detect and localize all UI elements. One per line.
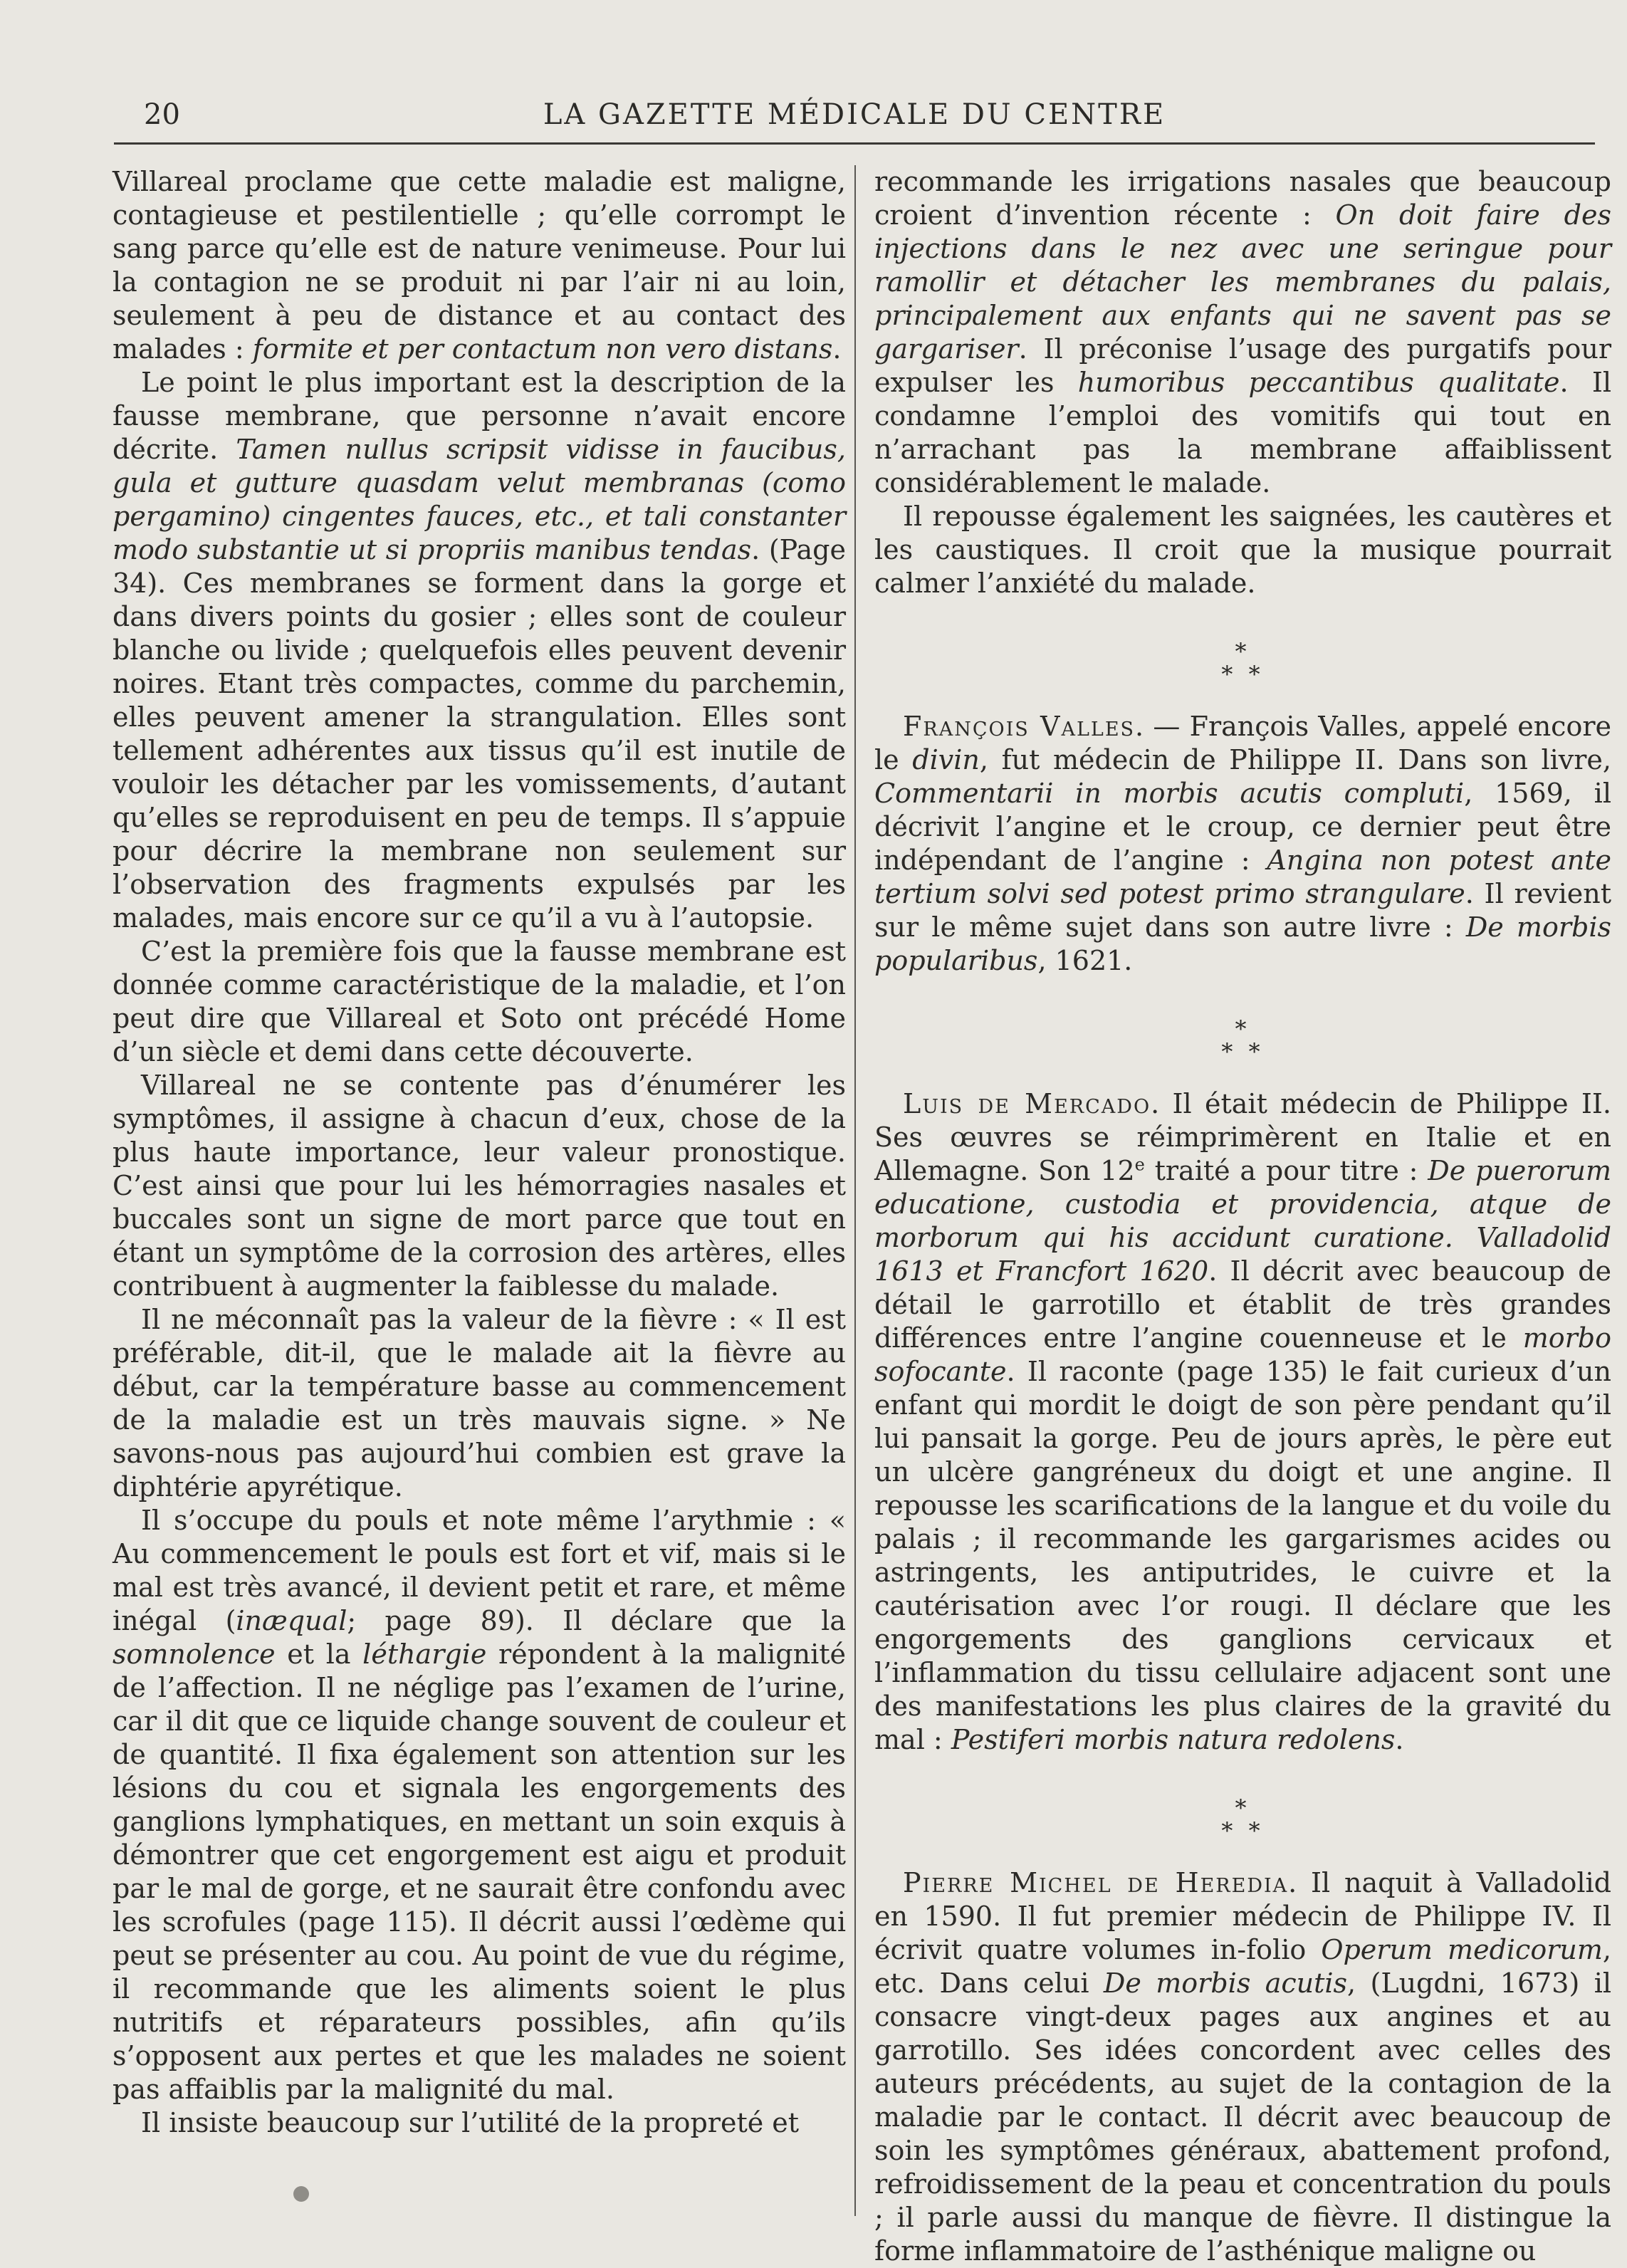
asterism-divider: * * * xyxy=(1221,638,1265,688)
page-number: 20 xyxy=(144,98,180,131)
author-name: Luis de Mercado xyxy=(903,1088,1151,1119)
left-column xyxy=(113,165,846,2140)
paragraph: Il repousse également les saignées, les cautères et les caustiques. Il croit que la musique pourrait calmer l’anxiété du malade. xyxy=(874,501,1611,599)
page-header xyxy=(114,94,1595,137)
author-name: Pierre Michel de Heredia xyxy=(903,1867,1289,1898)
paragraph: Villareal ne se contente pas d’énumérer les symptômes, il assigne à chacun d’eux, chose de la plus haute importance, leur valeur pronostique. C’est ainsi que pour lui les hémorragies nasales et buccales sont un signe de mort parce que tout en étant un symptôme de la corrosion des artères, elles contribuent à augmenter la faiblesse du malade. xyxy=(113,1070,846,1302)
paragraph: recommande les irrigations nasales que beaucoup croient d’invention récente : On doit faire des injections dans le nez avec une seringue pour ramollir et détacher les membranes du palais, principalement aux enfants qui ne savent pas se gargariser. Il préconise l’usage des purgatifs pour expulser les humoribus peccantibus qualitate. Il condamne l’emploi des vomitifs qui tout en n’arrachant pas la membrane affaiblissent considérablement le malade. xyxy=(874,166,1612,498)
paragraph: Il ne méconnaît pas la valeur de la fièvre : « Il est préférable, dit-il, que le malade ait la fièvre au début, car la température basse au commencement de la maladie est un très mauvais signe. » Ne savons-nous pas aujourd’hui combien est grave la diphtérie apyrétique. xyxy=(113,1304,846,1503)
paragraph: Il s’occupe du pouls et note même l’arythmie : « Au commencement le pouls est fort et vif, mais si le mal est très avancé, il devient petit et rare, et même inégal (inæqual; page 89). Il déclare que la somnolence et la léthargie répondent à la malignité de l’affection. Il ne néglige pas l’examen de l’urine, car il dit que ce liquide change souvent de couleur et de quantité. Il fixa également son attention sur les lésions du cou et signala les engorgements des ganglions lymphatiques, en mettant un soin exquis à démontrer que cet engorgement est aigu et produit par le mal de gorge, et ne saurait être confondu avec les scrofules (page 115). Il décrit aussi l’œdème qui peut se présenter au cou. Au point de vue du régime, il recommande que les aliments soient le plus nutritifs et réparateurs possibles, afin qu’ils s’opposent aux pertes et que les malades ne soient pas affaiblis par la malignité du mal. xyxy=(113,1505,847,2105)
asterism-divider: * * * xyxy=(1221,1794,1265,1844)
paragraph: Il insiste beaucoup sur l’utilité de la propreté et xyxy=(141,2107,800,2138)
paragraph: Le point le plus important est la description de la fausse membrane, que personne n’avait encore décrite. Tamen nullus scripsit vidisse in faucibus, gula et gutture quasdam velut membranas (como pergamino) cingentes fauces, etc., et tali constanter modo substantie ut si propriis manibus tendas. (Page 34). Ces membranes se forment dans la gorge et dans divers points du gosier ; elles sont de couleur blanche ou livide ; quelquefois elles peuvent devenir noires. Etant très compactes, comme du parchemin, elles peuvent amener la strangulation. Elles sont tellement adhérentes aux tissus qu’il est inutile de vouloir les détacher par les vomissements, d’autant qu’elles se reproduisent en peu de temps. Il s’appuie pour décrire la membrane non seulement sur l’observation des fragments expulsés par les malades, mais encore sur ce qu’il a vu à l’autopsie. xyxy=(113,367,846,934)
asterism-divider: * * * xyxy=(1221,1015,1265,1065)
ink-spot xyxy=(293,2186,309,2202)
column-divider xyxy=(854,165,856,2216)
paragraph-mercado: Luis de Mercado. Il était médecin de Philippe II. Ses œuvres se réimprimèrent en Italie et en Allemagne. Son 12e traité a pour titre : De puerorum educatione, custodia et providencia, atque de morborum qui his accidunt curatione. Valladolid 1613 et Francfort 1620. Il décrit avec beaucoup de détail le garrotillo et établit de très grandes différences entre l’angine couenneuse et le morbo sofocante. Il raconte (page 135) le fait curieux d’un enfant qui mordit le doigt de son père pendant qu’il lui pansait la gorge. Peu de jours après, le père eut un ulcère gangréneux du doigt et une angine. Il repousse les scarifications de la langue et du voile du palais ; il recommande les gargarismes acides ou astringents, les antiputrides, le cuivre et la cautérisation avec l’or rougi. Il déclare que les engorgements des ganglions cervicaux et l’inflammation du tissu cellulaire adjacent sont une des manifestations les plus claires de la gravité du mal : Pestiferi morbis natura redolens. xyxy=(874,1088,1612,1755)
paragraph: Villareal proclame que cette maladie est maligne, contagieuse et pestilentielle ; qu’elle corrompt le sang parce qu’elle est de nature venimeuse. Pour lui la contagion ne se produit ni par l’air ni au loin, seulement à peu de distance et au contact des malades : formite et per contactum non vero distans. xyxy=(113,166,846,365)
journal-title: LA GAZETTE MÉDICALE DU CENTRE xyxy=(543,98,1166,131)
paragraph-heredia: Pierre Michel de Heredia. Il naquit à Valladolid en 1590. Il fut premier médecin de Philippe IV. Il écrivit quatre volumes in-folio Operum medicorum, etc. Dans celui De morbis acutis, (Lugdni, 1673) il consacre vingt-deux pages aux angines et au garrotillo. Ses idées concordent avec celles des auteurs précédents, au sujet de la contagion de la maladie par le contact. Il décrit avec beaucoup de soin les symptômes généraux, abattement profond, refroidissement de la peau et concentration du pouls ; il parle aussi du manque de fièvre. Il distingue la forme inflammatoire de l’asthénique maligne ou xyxy=(874,1867,1611,2267)
right-column xyxy=(874,165,1611,2268)
author-name: François Valles xyxy=(903,711,1136,742)
paragraph: C’est la première fois que la fausse membrane est donnée comme caractéristique de la maladie, et l’on peut dire que Villareal et Soto ont précédé Home d’un siècle et demi dans cette découverte. xyxy=(113,936,846,1067)
header-rule xyxy=(114,142,1595,145)
paragraph-valles: François Valles. — François Valles, appelé encore le divin, fut médecin de Philippe II. Dans son livre, Commentarii in morbis acutis compluti, 1569, il décrivit l’angine et le croup, ce dernier peut être indépendant de l’angine : Angina non potest ante tertium solvi sed potest primo strangulare. Il revient sur le même sujet dans son autre livre : De morbis popularibus, 1621. xyxy=(874,711,1611,976)
